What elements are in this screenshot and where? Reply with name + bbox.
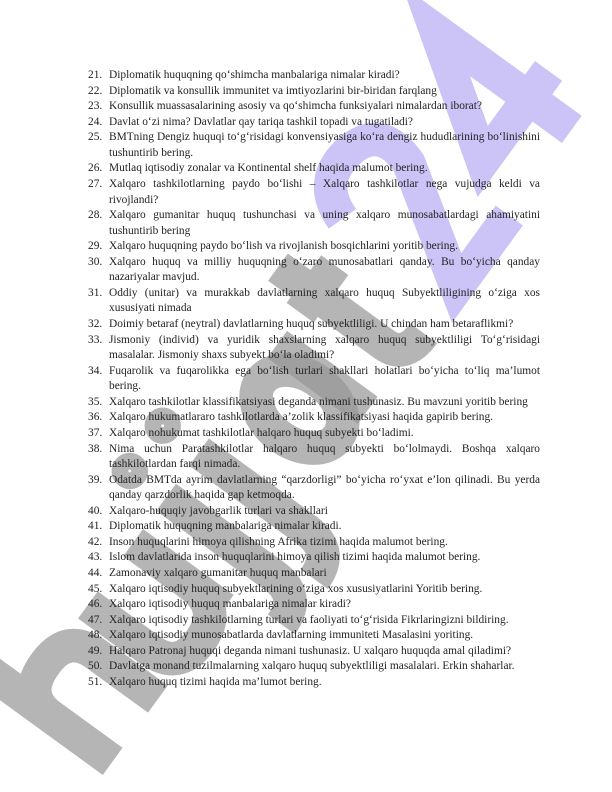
question-number: 25.	[88, 131, 103, 144]
question-text: Inson huquqlarini himoya qilishning Afrika tizimi haqida malumot bering.	[109, 535, 448, 548]
question-item	[88, 208, 540, 239]
question-item	[88, 473, 540, 504]
question-text: Davlat o‘zi nima? Davlatlar qay tariqa tashkil topadi va tugatiladi?	[109, 115, 413, 128]
question-number: 41.	[88, 520, 103, 533]
question-number: 22.	[88, 84, 103, 97]
question-number: 39.	[88, 473, 103, 486]
question-text: Xalqaro huquq tizimi haqida ma’lumot bering.	[109, 675, 322, 688]
question-text: Diplomatik huquqning manbalariga nimalar kiradi.	[109, 520, 342, 533]
question-text: Jismoniy (individ) va yuridik shaxslarning xalqaro huquq subyektliligi To‘g‘risidagi masalalar. Jismoniy shaxs subyekt bo‘la oladimi?	[109, 333, 540, 362]
question-item	[88, 68, 540, 84]
question-item	[88, 239, 540, 255]
question-number: 44.	[88, 567, 103, 579]
question-number: 45.	[88, 582, 103, 595]
question-item	[88, 504, 540, 520]
question-item	[88, 99, 540, 115]
question-text: Xalqaro gumanitar huquq tushunchasi va uning xalqaro munosabatlardagi ahamiyatini tushuntirib bering	[109, 209, 540, 237]
question-item	[88, 566, 540, 582]
question-item	[88, 161, 540, 177]
question-text: Diplomatik va konsullik immunitet va imtiyozlarini bir-biridan farqlang	[109, 84, 437, 97]
question-item	[88, 582, 540, 598]
question-text: Mutlaq iqtisodiy zonalar va Kontinental shelf haqida malumot bering.	[109, 162, 428, 175]
question-number: 35.	[88, 395, 103, 408]
question-number: 33.	[88, 333, 103, 346]
question-text: Xalqaro tashkilotlarning paydo bo‘lishi – Xalqaro tashkilotlar nega vujudga keldi va rivojlandi?	[109, 177, 540, 206]
question-item	[88, 333, 540, 364]
question-text: Odatda BMTda ayrim davlatlarning “qarzdorligi” bo‘yicha ro‘yxat e’lon qilinadi. Bu yerda qanday qarzdorlik haqida gap ketmoqda.	[109, 473, 540, 502]
question-text: Xalqaro iqtisodiy huquq subyektlarining o‘ziga xos xususiyatlarini Yoritib bering.	[109, 582, 483, 595]
question-number: 36.	[88, 411, 103, 424]
question-item	[88, 130, 540, 161]
question-number: 47.	[88, 613, 103, 626]
question-number: 31.	[88, 286, 103, 299]
question-number: 34.	[88, 364, 103, 377]
question-item	[88, 628, 540, 644]
question-text: Halqaro Patronaj huquqi deganda nimani tushunasiz. U xalqaro huquqda amal qiladimi?	[109, 644, 512, 657]
question-number: 38.	[88, 442, 103, 455]
question-text: Konsullik muassasalarining asosiy va qo‘shimcha funksiyalari nimalardan iborat?	[109, 100, 482, 113]
question-item	[88, 286, 540, 317]
question-item	[88, 115, 540, 131]
question-text: Xalqaro huquqning paydo bo‘lish va rivojlanish bosqichlarini yoritib bering.	[109, 240, 458, 253]
question-text: Zamonaviy xalqaro gumanitar huquq manbalari	[109, 567, 327, 579]
question-text: Xalqaro iqtisodiy huquq manbalariga nimalar kiradi?	[109, 598, 351, 611]
question-text: Xalqaro nohukumat tashkilotlar halqaro huquq subyekti bo‘ladimi.	[109, 426, 414, 439]
question-text: Xalqaro hukumatlararo tashkilotlarda a’zolik klassifikatsiyasi haqida gapirib bering.	[109, 411, 494, 424]
question-item	[88, 597, 540, 613]
question-text: Doimiy betaraf (neytral) davlatlarning huquq subyektliligi. U chindan ham betaraflikmi?	[109, 318, 514, 330]
question-number: 29.	[88, 240, 103, 253]
question-item	[88, 613, 540, 629]
question-number: 21.	[88, 69, 103, 81]
question-item	[88, 519, 540, 535]
question-number: 32.	[88, 318, 103, 330]
question-item	[88, 177, 540, 208]
question-item	[88, 426, 540, 442]
question-number: 43.	[88, 551, 103, 564]
question-number: 28.	[88, 209, 103, 222]
question-list	[88, 68, 540, 691]
question-number: 51.	[88, 675, 103, 688]
question-number: 37.	[88, 426, 103, 439]
question-item	[88, 675, 540, 691]
question-text: Xalqaro iqtisodiy munosabatlarda davlatlarning immuniteti Masalasini yoriting.	[109, 629, 474, 642]
question-item	[88, 410, 540, 426]
question-number: 24.	[88, 115, 103, 128]
question-text: Xalqaro iqtisodiy tashkilotlarning turlari va faoliyati to‘g‘risida Fikrlaringizni bildiring.	[109, 613, 509, 626]
question-item	[88, 550, 540, 566]
question-text: Nima uchun Paratashkilotlar halqaro huquq subyekti bo‘lolmaydi. Boshqa xalqaro tashkilotlardan farqi nimada.	[109, 442, 540, 471]
question-number: 42.	[88, 535, 103, 548]
question-text: BMTning Dengiz huquqi to‘g‘risidagi konvensiyasiga ko‘ra dengiz hududlarining bo‘linishini tushuntirib bering.	[109, 131, 540, 159]
question-text: Diplomatik huquqning qo‘shimcha manbalariga nimalar kiradi?	[109, 69, 400, 81]
question-item	[88, 364, 540, 395]
question-item	[88, 317, 540, 333]
question-item	[88, 395, 540, 411]
question-text: Davlatga monand tuzilmalarning xalqaro huquq subyektliligi masalalari. Erkin shaharlar.	[109, 660, 515, 673]
question-number: 26.	[88, 162, 103, 175]
question-text: Fuqarolik va fuqarolikka ega bo‘lish turlari shakllari holatlari bo‘yicha to‘liq ma’lumot bering.	[109, 364, 540, 393]
question-text: Xalqaro tashkilotlar klassifikatsiyasi deganda nimani tushunasiz. Bu mavzuni yoritib bering	[109, 395, 528, 408]
question-text: Oddiy (unitar) va murakkab davlatlarning xalqaro huquq Subyektliligining o‘ziga xos xususiyati nimada	[109, 286, 540, 315]
question-text: Xalqaro-huquqiy javobgarlik turlari va shakllari	[109, 504, 328, 517]
question-text: Islom davlatlarida inson huquqlarini himoya qilish tizimi haqida malumot bering.	[109, 551, 481, 564]
question-item	[88, 535, 540, 551]
question-number: 40.	[88, 504, 103, 517]
question-number: 46.	[88, 598, 103, 611]
question-number: 50.	[88, 660, 103, 673]
question-item	[88, 442, 540, 473]
question-text: Xalqaro huquq va milliy huquqning o‘zaro munosabatlari qanday. Bu bo‘yicha qanday nazariyalar mavjud.	[109, 255, 540, 284]
question-item	[88, 659, 540, 675]
question-number: 30.	[88, 255, 103, 268]
question-item	[88, 84, 540, 100]
question-item	[88, 255, 540, 286]
question-number: 23.	[88, 100, 103, 113]
question-item	[88, 644, 540, 660]
question-number: 48.	[88, 629, 103, 642]
question-number: 27.	[88, 177, 103, 190]
question-number: 49.	[88, 644, 103, 657]
